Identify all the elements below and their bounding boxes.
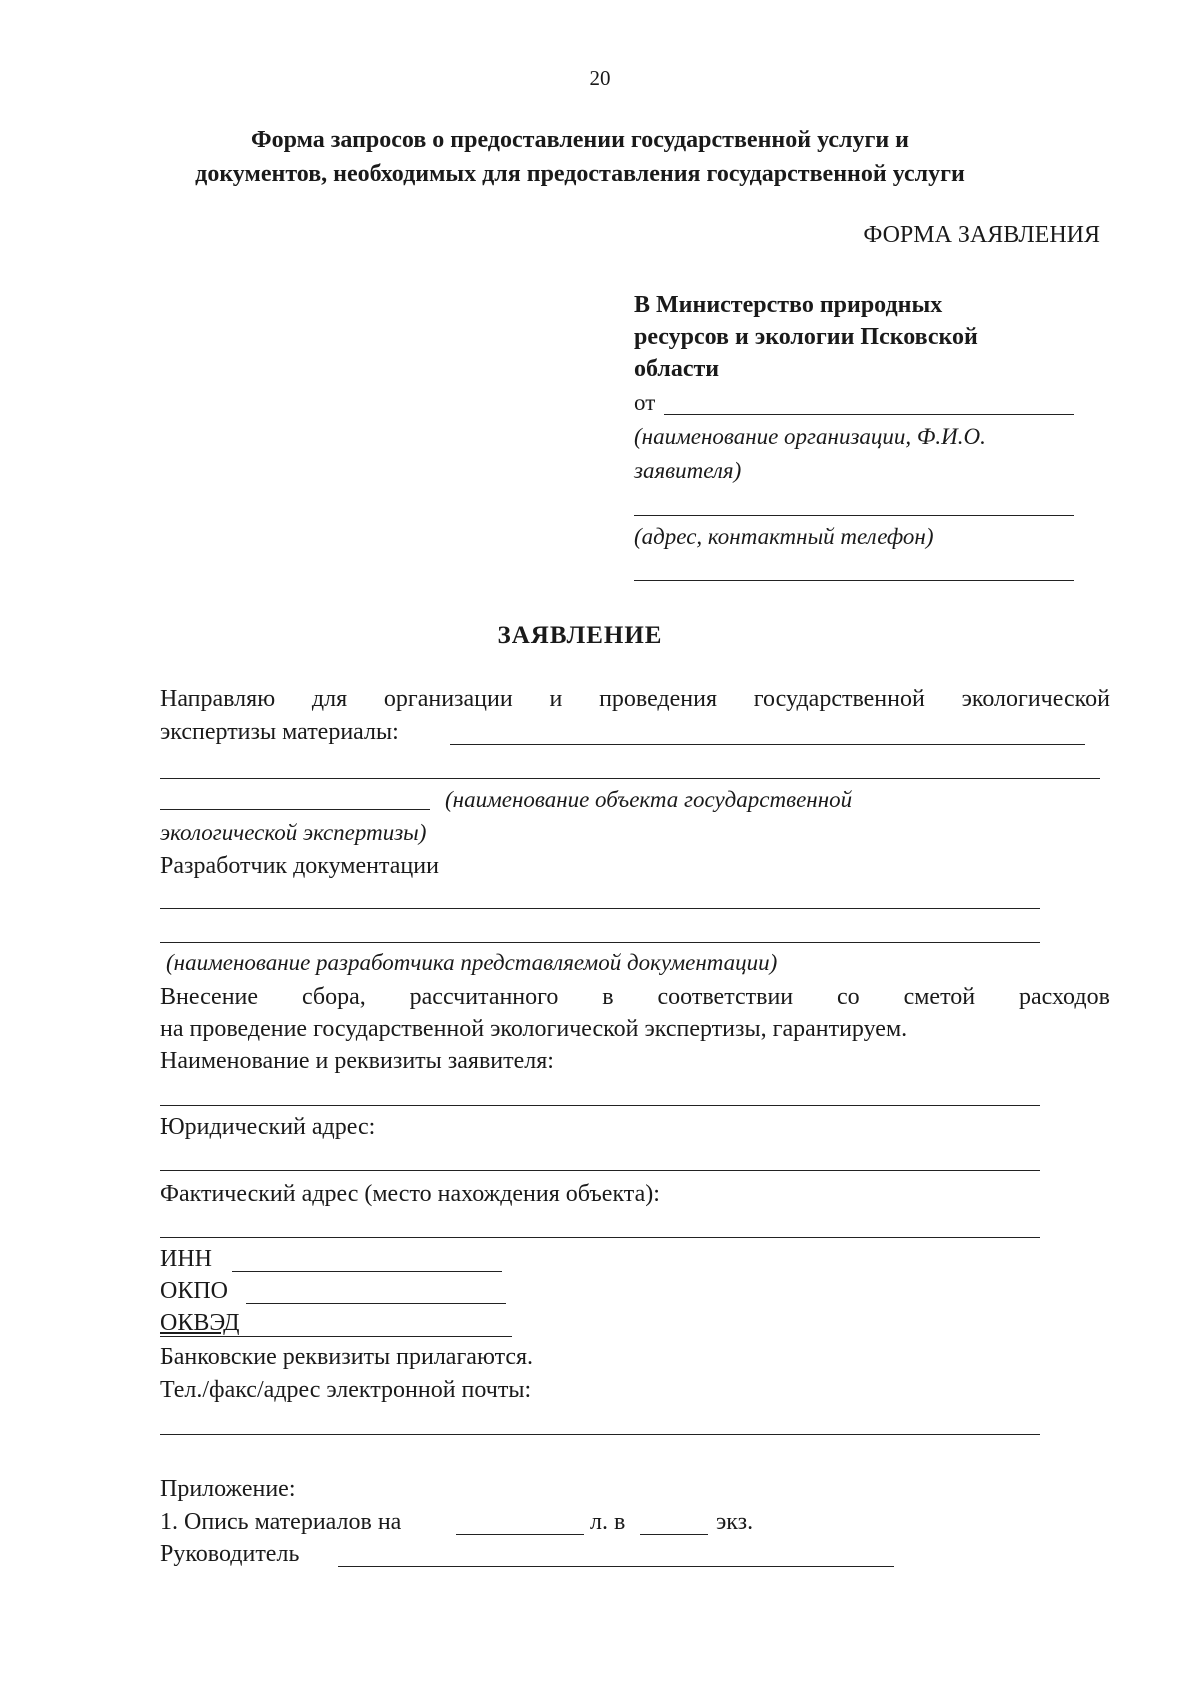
intro-word: и — [549, 686, 563, 712]
inventory-copies-label: экз. — [716, 1509, 754, 1535]
fee-word: рассчитанного — [409, 984, 559, 1010]
legal-address-fill-line[interactable] — [160, 1170, 1040, 1171]
fee-word: сметой — [903, 984, 976, 1010]
statement-heading: ЗАЯВЛЕНИЕ — [497, 622, 663, 649]
address-fill-line-2[interactable] — [634, 580, 1074, 581]
intro-line-2: экспертизы материалы: — [160, 719, 399, 745]
inn-fill-line[interactable] — [232, 1271, 502, 1272]
from-label: от — [634, 390, 656, 415]
intro-word: проведения — [599, 686, 718, 712]
actual-address-label: Фактический адрес (место нахождения объекта): — [160, 1181, 660, 1207]
org-hint-line-1: (наименование организации, Ф.И.О. — [634, 424, 986, 449]
inventory-sheets-label: л. в — [590, 1509, 626, 1535]
applicant-fill-line[interactable] — [160, 1105, 1040, 1106]
inventory-copies-fill-line[interactable] — [640, 1534, 708, 1535]
actual-address-fill-line[interactable] — [160, 1237, 1040, 1238]
applicant-label: Наименование и реквизиты заявителя: — [160, 1048, 554, 1074]
developer-fill-line-2[interactable] — [160, 942, 1040, 943]
okved-fill-line[interactable] — [160, 1336, 512, 1337]
inventory-prefix: 1. Опись материалов на — [160, 1509, 402, 1535]
intro-word: для — [311, 686, 348, 712]
okved-label: ОКВЭД — [160, 1310, 240, 1336]
inventory-sheets-fill-line[interactable] — [456, 1534, 584, 1535]
developer-label: Разработчик документации — [160, 853, 439, 879]
okpo-fill-line[interactable] — [246, 1303, 506, 1304]
org-hint-line-2: заявителя) — [634, 458, 742, 483]
fee-word: соответствии — [657, 984, 794, 1010]
addressee-line-3: области — [634, 356, 720, 382]
developer-fill-line-1[interactable] — [160, 908, 1040, 909]
intro-word: экологической — [961, 686, 1110, 712]
contacts-label: Тел./факс/адрес электронной почты: — [160, 1377, 532, 1403]
form-title-line-1: Форма запросов о предоставлении государственной услуги и — [250, 127, 910, 153]
fee-word: расходов — [1018, 984, 1110, 1010]
intro-word: государственной — [753, 686, 925, 712]
fee-word: со — [837, 984, 860, 1010]
fee-word: в — [602, 984, 614, 1010]
legal-address-label: Юридический адрес: — [160, 1114, 376, 1140]
from-fill-line[interactable] — [664, 414, 1074, 415]
bank-details-text: Банковские реквизиты прилагаются. — [160, 1344, 534, 1370]
addressee-line-1: В Министерство природных — [634, 292, 943, 318]
address-fill-line[interactable] — [634, 515, 1074, 516]
attachment-label: Приложение: — [160, 1476, 296, 1502]
form-label: ФОРМА ЗАЯВЛЕНИЯ — [863, 222, 1100, 248]
object-fill-line[interactable] — [160, 809, 430, 810]
fee-word: Внесение — [160, 984, 259, 1010]
intro-word: организации — [383, 686, 513, 712]
object-hint-line-2: экологической экспертизы) — [160, 820, 427, 845]
fee-word: сбора, — [301, 984, 366, 1010]
address-hint: (адрес, контактный телефон) — [634, 524, 934, 549]
object-hint-line-1: (наименование объекта государственной — [445, 787, 853, 812]
fee-line-2: на проведение государственной экологической экспертизы, гарантируем. — [160, 1016, 908, 1042]
page-number: 20 — [589, 66, 611, 90]
materials-fill-line[interactable] — [450, 744, 1085, 745]
head-label: Руководитель — [160, 1541, 300, 1567]
head-signature-fill-line[interactable] — [338, 1566, 894, 1567]
inn-label: ИНН — [160, 1246, 212, 1272]
addressee-line-2: ресурсов и экологии Псковской — [634, 324, 978, 350]
fee-line-1 — [160, 984, 1110, 1011]
intro-line-1 — [160, 686, 1110, 713]
developer-hint: (наименование разработчика представляемой документации) — [166, 950, 778, 975]
form-title-line-2: документов, необходимых для предоставления государственной услуги — [195, 161, 965, 187]
okpo-label: ОКПО — [160, 1278, 229, 1304]
intro-word: Направляю — [160, 686, 276, 712]
contacts-fill-line[interactable] — [160, 1434, 1040, 1435]
materials-fill-line-2[interactable] — [160, 778, 1100, 779]
